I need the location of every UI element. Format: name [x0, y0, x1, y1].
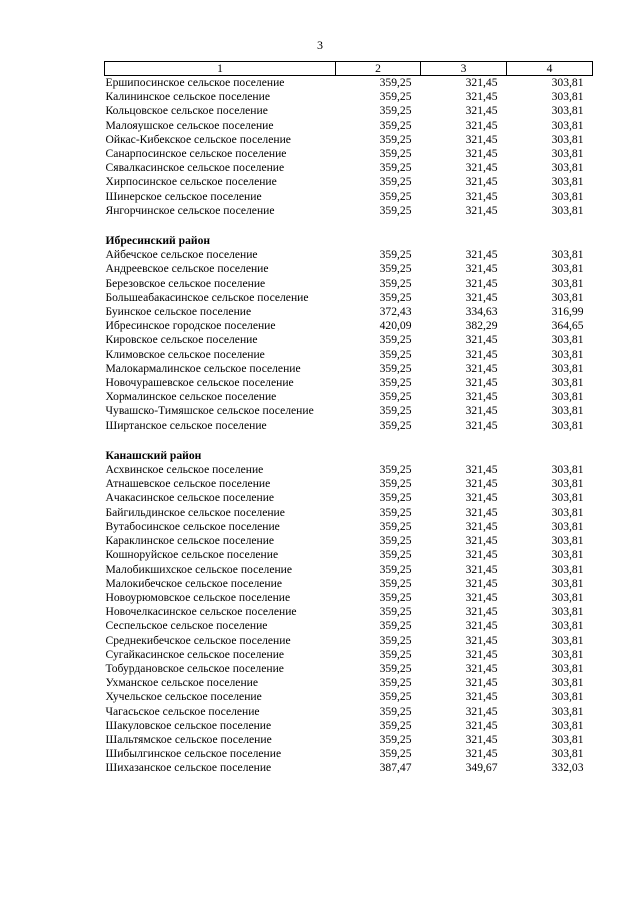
settlement-name: Айбечское сельское поселение: [105, 248, 258, 262]
value-col-4: 303,81: [551, 390, 584, 404]
settlement-name: Ачакасинское сельское поселение: [105, 491, 275, 505]
value-col-2: 359,25: [379, 333, 412, 347]
settlement-name: Кольцовское сельское поселение: [105, 104, 268, 118]
value-col-2: 359,25: [379, 690, 412, 704]
settlement-name: Кировское сельское поселение: [105, 333, 258, 347]
table-row: [105, 534, 593, 548]
value-col-3: 321,45: [465, 647, 498, 661]
value-col-2: 359,25: [379, 132, 412, 146]
table-row: [105, 76, 593, 91]
value-col-3: 321,45: [465, 576, 498, 590]
value-col-4: 303,81: [551, 147, 584, 161]
value-col-4: 303,81: [551, 276, 584, 290]
table-row: [105, 520, 593, 534]
table-row: [105, 362, 593, 376]
settlement-name: Хирпосинское сельское поселение: [105, 175, 277, 189]
value-col-4: 303,81: [551, 661, 584, 675]
table-row: [105, 147, 593, 161]
value-col-3: 321,45: [465, 718, 498, 732]
value-col-2: 359,25: [379, 262, 412, 276]
settlement-name: Шинерское сельское поселение: [105, 189, 262, 203]
value-col-3: 321,45: [465, 562, 498, 576]
value-col-4: 364,65: [551, 319, 584, 333]
value-col-4: 303,81: [551, 463, 584, 477]
value-col-3: 321,45: [465, 161, 498, 175]
table-row: [105, 719, 593, 733]
value-col-2: 359,25: [379, 576, 412, 590]
value-col-3: 321,45: [465, 661, 498, 675]
value-col-3: 321,45: [465, 390, 498, 404]
table-row: [105, 705, 593, 719]
table-row: [105, 491, 593, 505]
header-col-1: 1: [105, 62, 336, 76]
value-col-4: 303,81: [551, 376, 584, 390]
value-col-3: 321,45: [465, 747, 498, 761]
table-row: [105, 262, 593, 276]
table-row: [105, 619, 593, 633]
table-row: [105, 133, 593, 147]
tariff-table: [104, 61, 593, 776]
value-col-4: 303,81: [551, 747, 584, 761]
value-col-2: 359,25: [379, 361, 412, 375]
settlement-name: Шальтямское сельское поселение: [105, 732, 272, 746]
value-col-3: 321,45: [465, 361, 498, 375]
district-heading: Ибресинский район: [105, 234, 211, 248]
value-col-3: 321,45: [465, 147, 498, 161]
table-row: [105, 577, 593, 591]
value-col-4: 303,81: [551, 90, 584, 104]
settlement-name: Новоурюмовское сельское поселение: [105, 590, 291, 604]
settlement-name: Малокармалинское сельское поселение: [105, 361, 301, 375]
value-col-2: 359,25: [379, 605, 412, 619]
value-col-4: 303,81: [551, 704, 584, 718]
section-spacer: [105, 433, 593, 449]
value-col-4: 303,81: [551, 189, 584, 203]
value-col-2: 359,25: [379, 248, 412, 262]
value-col-2: 387,47: [379, 761, 412, 775]
table-row: [105, 248, 593, 262]
table-row: [105, 591, 593, 605]
table-row: [105, 477, 593, 491]
section-spacer: [105, 218, 593, 234]
value-col-4: 303,81: [551, 690, 584, 704]
settlement-name: Малокибечское сельское поселение: [105, 576, 282, 590]
value-col-4: 332,03: [551, 761, 584, 775]
value-col-2: 359,25: [379, 619, 412, 633]
table-row: [105, 419, 593, 433]
settlement-name: Асхвинское сельское поселение: [105, 463, 264, 477]
value-col-2: 359,25: [379, 590, 412, 604]
value-col-2: 359,25: [379, 661, 412, 675]
value-col-4: 303,81: [551, 519, 584, 533]
value-col-2: 359,25: [379, 519, 412, 533]
value-col-2: 359,25: [379, 747, 412, 761]
header-col-2: 2: [336, 62, 421, 76]
value-col-3: 321,45: [465, 262, 498, 276]
table-row: [105, 634, 593, 648]
value-col-4: 303,81: [551, 290, 584, 304]
settlement-name: Березовское сельское поселение: [105, 276, 266, 290]
value-col-3: 321,45: [465, 203, 498, 217]
page-number: 3: [317, 38, 323, 52]
value-col-2: 359,25: [379, 347, 412, 361]
settlement-name: Кошноруйское сельское поселение: [105, 548, 279, 562]
value-col-2: 359,25: [379, 562, 412, 576]
table-row: [105, 463, 593, 477]
value-col-3: 321,45: [465, 276, 498, 290]
settlement-name: Сеспельское сельское поселение: [105, 619, 268, 633]
value-col-3: 321,45: [465, 347, 498, 361]
settlement-name: Санарпосинское сельское поселение: [105, 147, 287, 161]
value-col-2: 359,25: [379, 704, 412, 718]
value-col-4: 303,81: [551, 104, 584, 118]
table-row: [105, 376, 593, 390]
value-col-2: 359,25: [379, 718, 412, 732]
value-col-4: 303,81: [551, 619, 584, 633]
value-col-2: 420,09: [379, 319, 412, 333]
settlement-name: Шихазанское сельское поселение: [105, 761, 272, 775]
value-col-4: 303,81: [551, 491, 584, 505]
table-row: [105, 291, 593, 305]
value-col-4: 303,81: [551, 404, 584, 418]
value-col-4: 303,81: [551, 576, 584, 590]
value-col-3: 321,45: [465, 90, 498, 104]
value-col-4: 303,81: [551, 534, 584, 548]
table-row: [105, 104, 593, 118]
settlement-name: Малобикшихское сельское поселение: [105, 562, 293, 576]
value-col-3: 321,45: [465, 104, 498, 118]
value-col-4: 303,81: [551, 132, 584, 146]
header-col-4: 4: [507, 62, 593, 76]
value-col-2: 359,25: [379, 161, 412, 175]
value-col-3: 321,45: [465, 132, 498, 146]
value-col-4: 303,81: [551, 175, 584, 189]
value-col-3: 321,45: [465, 333, 498, 347]
value-col-2: 359,25: [379, 505, 412, 519]
settlement-name: Байгильдинское сельское поселение: [105, 505, 285, 519]
value-col-2: 359,25: [379, 189, 412, 203]
value-col-4: 303,81: [551, 718, 584, 732]
settlement-name: Новочелкасинское сельское поселение: [105, 605, 297, 619]
value-col-3: 321,45: [465, 676, 498, 690]
settlement-name: Шибылгинское сельское поселение: [105, 747, 282, 761]
value-col-2: 359,25: [379, 418, 412, 432]
settlement-name: Чувашско-Тимяшское сельское поселение: [105, 404, 314, 418]
district-heading-row: [105, 449, 593, 463]
settlement-name: Вутабосинское сельское поселение: [105, 519, 280, 533]
table-row: [105, 175, 593, 189]
settlement-name: Хормалинское сельское поселение: [105, 390, 277, 404]
table-row: [105, 733, 593, 747]
value-col-2: 359,25: [379, 90, 412, 104]
settlement-name: Климовское сельское поселение: [105, 347, 265, 361]
value-col-4: 303,81: [551, 605, 584, 619]
value-col-4: 303,81: [551, 633, 584, 647]
spacer-cell: [105, 433, 593, 449]
value-col-2: 359,25: [379, 491, 412, 505]
settlement-name: Буинское сельское поселение: [105, 305, 252, 319]
value-col-4: 303,81: [551, 418, 584, 432]
value-col-4: 303,81: [551, 76, 584, 89]
table-row: [105, 676, 593, 690]
value-col-4: 303,81: [551, 548, 584, 562]
table-row: [105, 190, 593, 204]
settlement-name: Янгорчинское сельское поселение: [105, 203, 275, 217]
value-col-4: 316,99: [551, 305, 584, 319]
table-row: [105, 690, 593, 704]
table-row: [105, 90, 593, 104]
value-col-3: 321,45: [465, 418, 498, 432]
value-col-2: 359,25: [379, 276, 412, 290]
value-col-4: 303,81: [551, 361, 584, 375]
table-row: [105, 548, 593, 562]
settlement-name: Ершипосинское сельское поселение: [105, 76, 285, 89]
value-col-2: 359,25: [379, 203, 412, 217]
district-heading: Канашский район: [105, 448, 202, 462]
value-col-3: 321,45: [465, 290, 498, 304]
settlement-name: Новочурашевское сельское поселение: [105, 376, 294, 390]
district-heading-row: [105, 234, 593, 248]
value-col-4: 303,81: [551, 562, 584, 576]
value-col-2: 359,25: [379, 463, 412, 477]
value-col-4: 303,81: [551, 333, 584, 347]
value-col-3: 334,63: [465, 305, 498, 319]
table-row: [105, 348, 593, 362]
value-col-3: 321,45: [465, 248, 498, 262]
value-col-2: 359,25: [379, 147, 412, 161]
value-col-3: 321,45: [465, 76, 498, 89]
table-row: [105, 305, 593, 319]
value-col-3: 321,45: [465, 463, 498, 477]
value-col-3: 321,45: [465, 189, 498, 203]
settlement-name: Сугайкасинское сельское поселение: [105, 647, 285, 661]
value-col-4: 303,81: [551, 161, 584, 175]
value-col-3: 382,29: [465, 319, 498, 333]
value-col-2: 359,25: [379, 175, 412, 189]
settlement-name: Чагасьское сельское поселение: [105, 704, 260, 718]
value-col-3: 321,45: [465, 690, 498, 704]
settlement-name: Атнашевское сельское поселение: [105, 477, 271, 491]
table-row: [105, 161, 593, 175]
value-col-3: 321,45: [465, 519, 498, 533]
value-col-3: 321,45: [465, 633, 498, 647]
table-row: [105, 761, 593, 775]
value-col-3: 321,45: [465, 590, 498, 604]
value-col-4: 303,81: [551, 505, 584, 519]
value-col-2: 359,25: [379, 76, 412, 89]
value-col-3: 321,45: [465, 605, 498, 619]
value-col-2: 359,25: [379, 732, 412, 746]
value-col-2: 359,25: [379, 290, 412, 304]
table-row: [105, 747, 593, 761]
table-row: [105, 605, 593, 619]
value-col-2: 359,25: [379, 390, 412, 404]
value-col-2: 359,25: [379, 376, 412, 390]
table-body: [105, 76, 593, 776]
value-col-4: 303,81: [551, 347, 584, 361]
value-col-4: 303,81: [551, 477, 584, 491]
value-col-4: 303,81: [551, 676, 584, 690]
table-row: [105, 277, 593, 291]
value-col-2: 359,25: [379, 633, 412, 647]
value-col-2: 372,43: [379, 305, 412, 319]
value-col-2: 359,25: [379, 534, 412, 548]
value-col-3: 321,45: [465, 704, 498, 718]
value-col-3: 321,45: [465, 548, 498, 562]
value-col-2: 359,25: [379, 548, 412, 562]
value-col-3: 321,45: [465, 175, 498, 189]
table-header: [105, 62, 593, 76]
value-col-4: 303,81: [551, 590, 584, 604]
table-row: [105, 390, 593, 404]
spacer-cell: [105, 218, 593, 234]
value-col-2: 359,25: [379, 104, 412, 118]
value-col-4: 303,81: [551, 118, 584, 132]
settlement-name: Большеабакасинское сельское поселение: [105, 290, 309, 304]
settlement-name: Ухманское сельское поселение: [105, 676, 259, 690]
header-col-3: 3: [421, 62, 507, 76]
value-col-4: 303,81: [551, 203, 584, 217]
value-col-4: 303,81: [551, 732, 584, 746]
table-row: [105, 333, 593, 347]
table-row: [105, 563, 593, 577]
value-col-3: 321,45: [465, 534, 498, 548]
settlement-name: Калининское сельское поселение: [105, 90, 270, 104]
settlement-name: Шакуловское сельское поселение: [105, 718, 272, 732]
value-col-4: 303,81: [551, 647, 584, 661]
settlement-name: Среднекибечское сельское поселение: [105, 633, 291, 647]
value-col-2: 359,25: [379, 404, 412, 418]
settlement-name: Ибресинское городское поселение: [105, 319, 276, 333]
value-col-3: 321,45: [465, 118, 498, 132]
table-row: [105, 119, 593, 133]
value-col-3: 321,45: [465, 505, 498, 519]
value-col-4: 303,81: [551, 248, 584, 262]
settlement-name: Малояушское сельское поселение: [105, 118, 274, 132]
value-col-2: 359,25: [379, 647, 412, 661]
settlement-name: Сявалкасинское сельское поселение: [105, 161, 285, 175]
settlement-name: Тобурдановское сельское поселение: [105, 661, 284, 675]
value-col-3: 321,45: [465, 376, 498, 390]
value-col-2: 359,25: [379, 676, 412, 690]
value-col-3: 321,45: [465, 491, 498, 505]
value-col-3: 321,45: [465, 477, 498, 491]
value-col-2: 359,25: [379, 118, 412, 132]
value-col-3: 321,45: [465, 404, 498, 418]
value-col-3: 349,67: [465, 761, 498, 775]
table-row: [105, 662, 593, 676]
settlement-name: Хучельское сельское поселение: [105, 690, 262, 704]
table-row: [105, 204, 593, 218]
table-row: [105, 648, 593, 662]
value-col-2: 359,25: [379, 477, 412, 491]
settlement-name: Андреевское сельское поселение: [105, 262, 269, 276]
settlement-name: Ширтанское сельское поселение: [105, 418, 267, 432]
value-col-4: 303,81: [551, 262, 584, 276]
table-row: [105, 404, 593, 418]
table-row: [105, 319, 593, 333]
value-col-3: 321,45: [465, 732, 498, 746]
table-row: [105, 506, 593, 520]
settlement-name: Ойкас-Кибекское сельское поселение: [105, 132, 291, 146]
settlement-name: Караклинское сельское поселение: [105, 534, 275, 548]
value-col-3: 321,45: [465, 619, 498, 633]
